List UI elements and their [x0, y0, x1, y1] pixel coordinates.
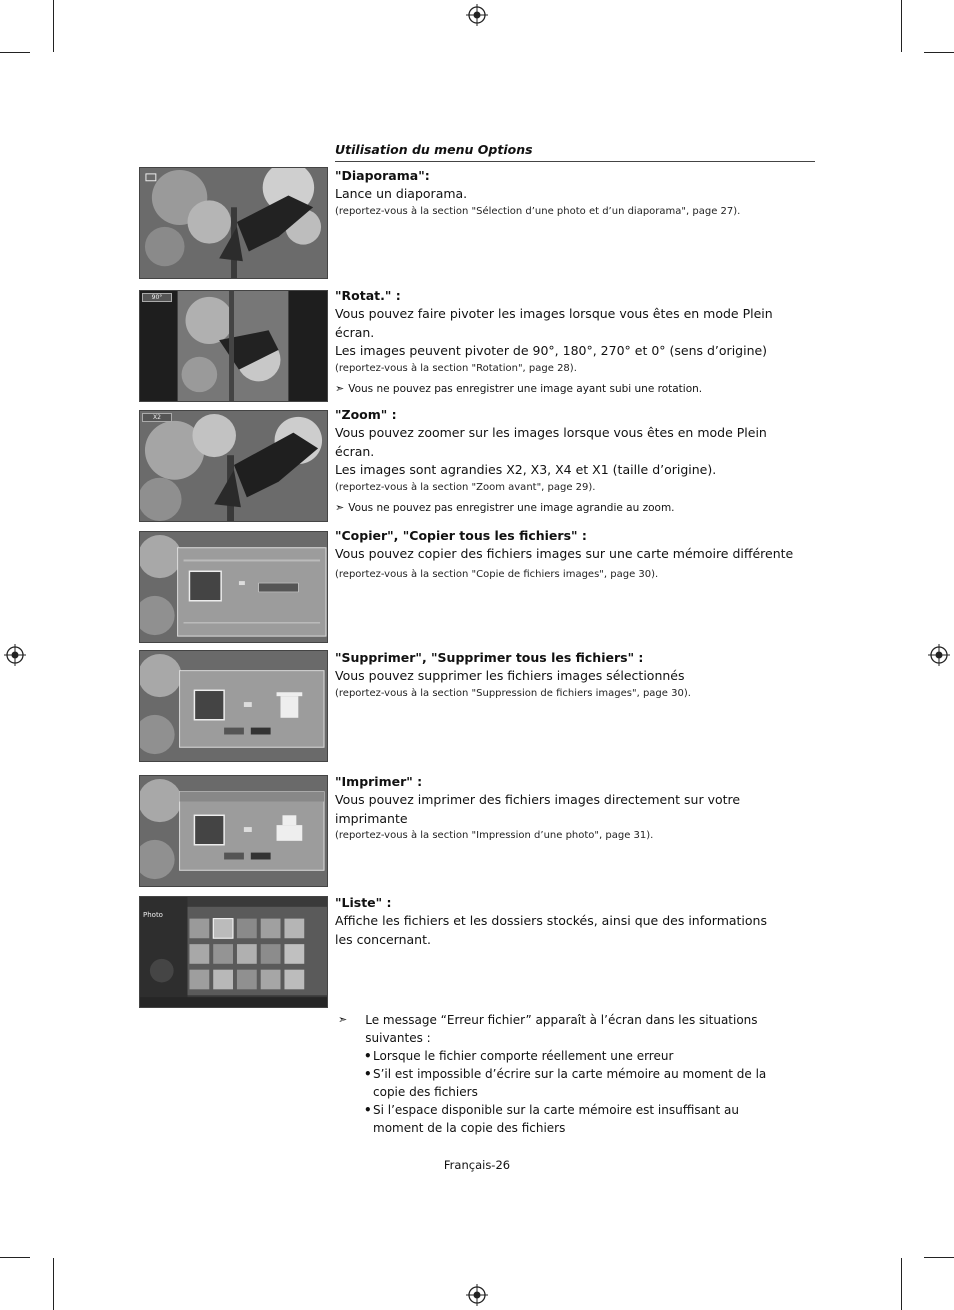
- entry-copier: [335, 527, 805, 583]
- entry-description: Vous pouvez faire pivoter les images lorsque vous êtes en mode Plein écran.: [335, 306, 773, 340]
- entry-heading: "Zoom" :: [335, 407, 397, 422]
- entry-note: [335, 500, 805, 516]
- crop-mark-bottom-right: [901, 1258, 902, 1310]
- screenshot-imprimer: [139, 775, 328, 887]
- entry-description: Vous pouvez supprimer les fichiers images sélectionnés: [335, 668, 685, 683]
- crosshair-circle-icon: [928, 644, 950, 666]
- entry-heading: "Copier", "Copier tous les fichiers" :: [335, 528, 587, 543]
- liste-screen-title: Photo: [143, 911, 163, 919]
- entry-reference: (reportez-vous à la section "Rotation", page 28).: [335, 362, 577, 374]
- arrow-right-icon: ➣: [335, 500, 345, 514]
- entry-reference: (reportez-vous à la section "Copie de fichiers images", page 30).: [335, 568, 659, 580]
- entry-supprimer: [335, 649, 805, 702]
- entry-diaporama: [335, 167, 805, 220]
- screenshot-liste: [139, 896, 328, 1008]
- crop-mark-bottom-left-h: [0, 1257, 30, 1258]
- entry-zoom: [335, 406, 805, 516]
- crop-mark-top-right: [901, 0, 902, 52]
- entry-description: Lance un diaporama.: [335, 186, 468, 201]
- list-item: • Lorsque le fichier comporte réellement une erreur: [364, 1047, 778, 1065]
- entry-note: [335, 381, 805, 397]
- entry-description: Affiche les fichiers et les dossiers stockés, ainsi que des informations: [335, 913, 767, 928]
- screenshot-copier: [139, 531, 328, 643]
- crop-mark-top-left-h: [0, 52, 30, 53]
- error-note: [338, 1011, 778, 1137]
- error-conditions-list: [364, 1047, 778, 1137]
- note-text: Vous ne pouvez pas enregistrer une image ayant subi une rotation.: [348, 382, 703, 395]
- crosshair-circle-icon: [466, 4, 488, 26]
- arrow-right-icon: ➣: [335, 381, 345, 395]
- entry-reference: (reportez-vous à la section "Zoom avant", page 29).: [335, 481, 596, 493]
- entry-description: Les images sont agrandies X2, X3, X4 et X1 (taille d’origine).: [335, 462, 717, 477]
- crosshair-circle-icon: [4, 644, 26, 666]
- entry-reference: (reportez-vous à la section "Impression d’une photo", page 31).: [335, 830, 654, 841]
- entry-description: Vous pouvez copier des fichiers images sur une carte mémoire différente: [335, 546, 794, 561]
- rotation-badge: 90°: [142, 293, 172, 302]
- page-number: Français-26: [443, 1158, 511, 1172]
- entry-description: Vous pouvez zoomer sur les images lorsque vous êtes en mode Plein écran.: [335, 425, 767, 459]
- entry-rotat: [335, 287, 805, 397]
- entry-liste: [335, 894, 805, 949]
- list-item: • S’il est impossible d’écrire sur la carte mémoire au moment de la copie des fichiers: [364, 1065, 778, 1101]
- zoom-badge: X2: [142, 413, 172, 422]
- crop-mark-top-right-h: [924, 52, 954, 53]
- crop-mark-top-left: [53, 0, 54, 52]
- screenshot-diaporama: [139, 167, 328, 279]
- crosshair-circle-icon: [466, 1284, 488, 1306]
- screenshot-rotat: [139, 290, 328, 402]
- entry-description: Les images peuvent pivoter de 90°, 180°, 270° et 0° (sens d’origine): [335, 343, 768, 358]
- entry-heading: "Rotat." :: [335, 288, 401, 303]
- entry-heading: "Liste" :: [335, 895, 392, 910]
- entry-heading: "Imprimer" :: [335, 774, 423, 789]
- entry-heading: "Supprimer", "Supprimer tous les fichiers" :: [335, 650, 644, 665]
- error-note-intro: Le message “Erreur fichier” apparaît à l’écran dans les situations suivantes :: [365, 1013, 758, 1045]
- crop-mark-bottom-left: [53, 1258, 54, 1310]
- section-divider: [335, 161, 815, 162]
- crop-mark-bottom-right-h: [924, 1257, 954, 1258]
- entry-heading: "Diaporama":: [335, 168, 430, 183]
- entry-description: les concernant.: [335, 931, 431, 947]
- screenshot-zoom: [139, 410, 328, 522]
- arrow-right-icon: ➣: [338, 1013, 348, 1026]
- section-title: Utilisation du menu Options: [335, 142, 533, 157]
- note-text: Vous ne pouvez pas enregistrer une image agrandie au zoom.: [348, 501, 675, 514]
- entry-reference: (reportez-vous à la section "Sélection d’une photo et d’un diaporama", page 27).: [335, 205, 741, 217]
- screenshot-supprimer: [139, 650, 328, 762]
- entry-reference: (reportez-vous à la section "Suppression de fichiers images", page 30).: [335, 687, 691, 699]
- list-item: • Si l’espace disponible sur la carte mémoire est insuffisant au moment de la copie des fichiers: [364, 1101, 778, 1137]
- entry-description: Vous pouvez imprimer des fichiers images directement sur votre imprimante: [335, 792, 741, 826]
- entry-imprimer: [335, 773, 805, 844]
